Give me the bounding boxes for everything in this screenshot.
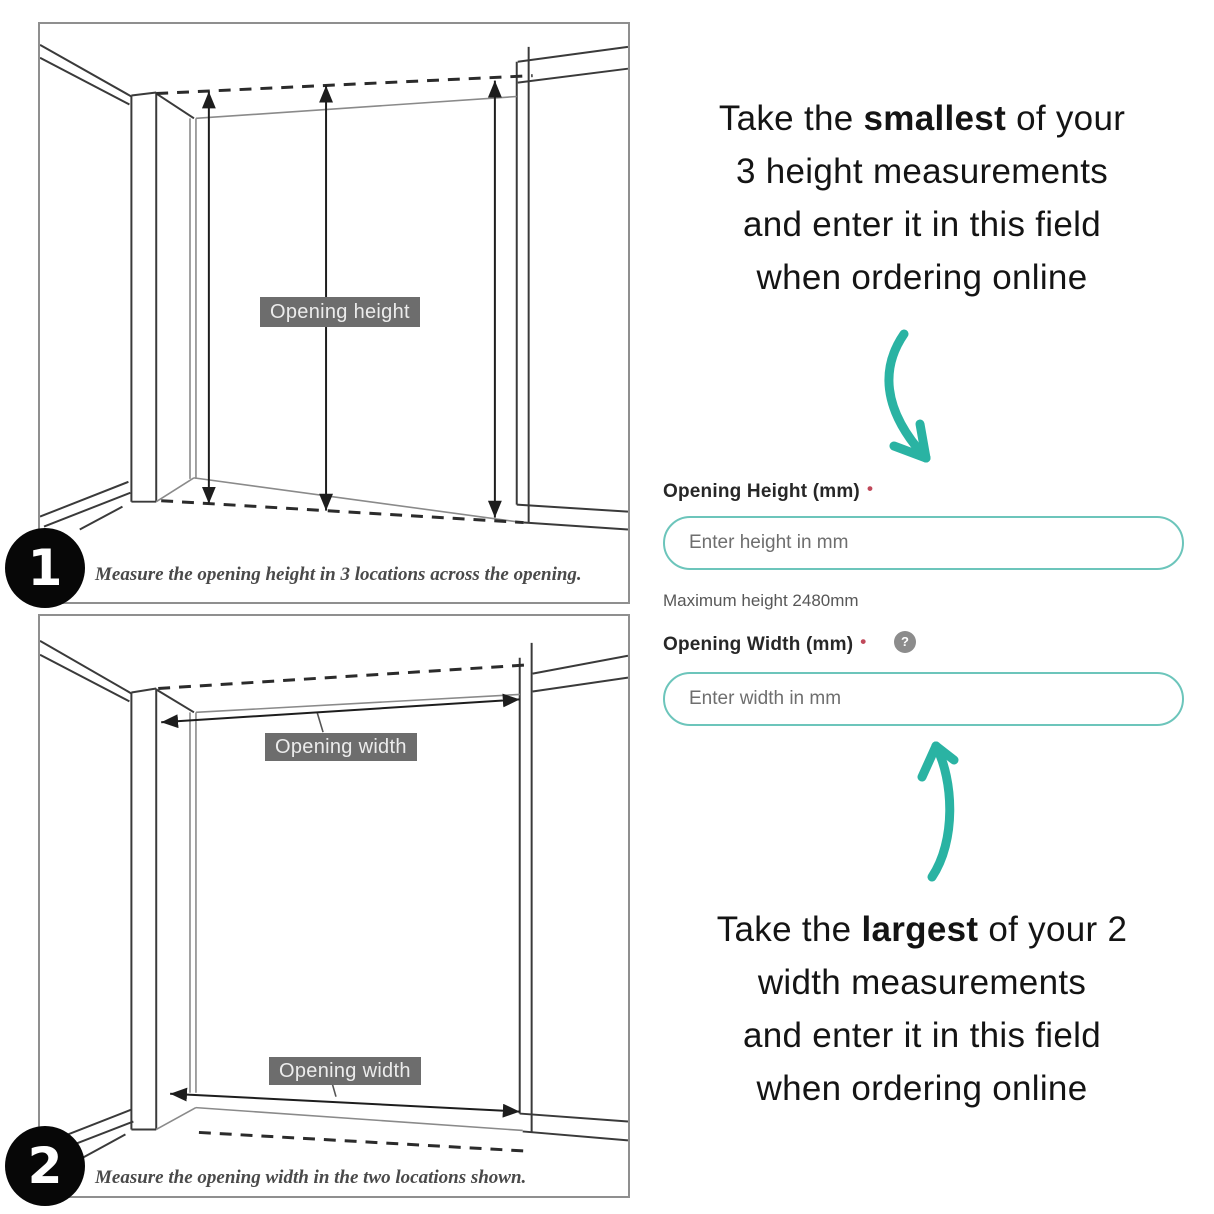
width-diagram [40, 616, 628, 1196]
instruction-line: when ordering online [756, 1069, 1088, 1108]
max-height-note: Maximum height 2480mm [663, 591, 859, 610]
step-1-badge: 1 [5, 528, 85, 608]
opening-width-input[interactable] [663, 672, 1184, 726]
height-instruction-text [660, 92, 1184, 304]
help-icon[interactable]: ? [894, 631, 916, 653]
step-2-badge: 2 [5, 1126, 85, 1206]
tag-leader-lines [317, 712, 336, 1096]
width-measurement-arrows [161, 699, 520, 1111]
opening-height-tag: Opening height [260, 297, 420, 327]
opening-height-label: Opening Height (mm) • [663, 479, 874, 502]
figure-1-caption: Measure the opening height in 3 locations across the opening. [95, 564, 582, 585]
required-asterisk: • [866, 479, 874, 498]
instruction-line: 3 height measurements [735, 152, 1109, 191]
instruction-line: when ordering online [756, 258, 1088, 297]
curved-arrow-down-icon [870, 328, 942, 470]
required-asterisk: • [860, 632, 867, 651]
opening-width-tag-top: Opening width [265, 733, 417, 761]
instruction-line: and enter it in this field [742, 1016, 1101, 1055]
opening-height-input[interactable] [663, 516, 1184, 570]
height-measure-figure [38, 22, 630, 604]
instruction-line: Take the largest of your 2 [716, 910, 1128, 949]
width-measure-figure [38, 614, 630, 1198]
room-outline-lines [40, 45, 628, 530]
curved-arrow-up-icon [896, 733, 970, 883]
instruction-line: width measurements [757, 963, 1087, 1002]
instruction-line: Take the smallest of your [718, 99, 1126, 138]
opening-width-tag-bottom: Opening width [269, 1057, 421, 1085]
instruction-line: and enter it in this field [742, 205, 1101, 244]
width-instruction-text [660, 903, 1184, 1115]
opening-width-label: Opening Width (mm) • [663, 632, 867, 655]
figure-2-caption: Measure the opening width in the two locations shown. [95, 1167, 527, 1188]
